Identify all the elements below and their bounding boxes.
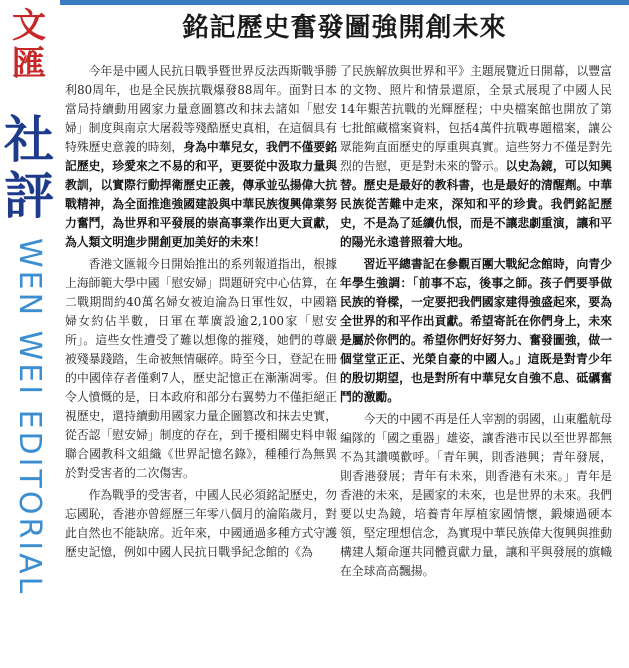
article-column-right [340, 62, 612, 666]
brand-logo-line1: 文 [12, 6, 46, 46]
brand-logo-line2: 匯 [12, 44, 46, 84]
article-column-left [65, 62, 337, 666]
emphasis-quote: 「前事不忘，後事之師。孩子們要爭做民族的脊樑，一定要把我們國家建得強盛起來，要為全世界的和平作出貢獻。希望寄託在你們身上，未來是屬於你們的。希望你們好好努力、奮發圖強，做一個堂堂正正、光榮自豪的中國人。」這既是對青少年的殷切期望，也是對所有中華兒女自強不息、砥礪奮鬥的激勵。 [340, 276, 612, 404]
paragraph: 香港文匯報今日開始推出的系列報道指出，根據上海師範大學中國「慰安婦」問題研究中心估算，在二戰期間約40萬名婦女被迫淪為日軍性奴，中國籍婦女約佔半數，日軍在華廣設逾2,100家「慰安所」。這些女性遭受了難以想像的摧殘，她們的尊嚴被殘暴踐踏，生命被無情碾碎。時至今日，登記在冊的中國倖存者僅剩7人，歷史記憶正在漸漸凋零。但令人憤慨的是，日本政府和部分右翼勢力不僅拒絕正視歷史，還持續動用國家力量企圖篡改和抹去史實，從否認「慰安婦」制度的存在，到千擾相關史料申報聯合國教科文組織《世界記憶名錄》，種種行為無異於對受害者的二次傷害。 [65, 257, 337, 480]
section-title-line1: 社 [4, 110, 54, 169]
article-title: 銘記歷史奮發圖強開創未來 [182, 13, 507, 43]
section-title-english-wrap [10, 238, 50, 668]
paragraph [65, 62, 337, 252]
paragraph-text: 今年是中國人民抗日戰爭暨世界反法西斯戰爭勝利80周年，也是全民族抗戰爆發88周年。面對日本當局持續動用國家力量意圖篡改和抹去諸如「慰安婦」制度與南京大屠殺等殘酷歷史真相，在這個具有特殊歷史意義的時刻， [65, 64, 337, 154]
paragraph [340, 255, 612, 407]
paragraph: 今天的中國不再是任人宰割的弱國，山東艦航母編隊的「國之重器」雄姿，讓香港市民以至世界都無不為其讚嘆歡呼。「青年興，則香港興；青年發展，則香港發展；青年有未來，則香港有未來。」青年是香港的未來，是國家的未來，也是世界的未來。我們要以史為鏡，培養青年厚植家國情懷，鍛煉過硬本領，堅定理想信念，為實現中華民族偉大復興與推動構建人類命運共同體貢獻力量，讓和平與發展的旗幟在全球高高飄揚。 [340, 412, 612, 578]
top-accent-bar [60, 0, 629, 5]
paragraph-text: 了民族解放與世界和平》主題展覽近日開幕，以豐富的文物、照片和情景還原，全景式展現了中國人民14年艱苦抗戰的光輝歷程；中央檔案館也開放了第七批館藏檔案資料，包括4萬件抗戰專題檔案，讓公眾能夠直面歷史的厚重與真實。這些努力不僅是對先烈的告慰，更是對未來的警示。 [340, 64, 612, 173]
section-title-english: WEN WEI EDITORIAL [12, 238, 47, 597]
emphasis-text: 習近平總書記在參觀百團大戰紀念館時，向青少年學生強調： [340, 257, 612, 290]
emphasis-text: 以史為鏡，可以知興替。歷史是最好的教科書，也是最好的清醒劑。中華民族從苦難中走來，深知和平的珍貴。我們銘記歷史，不是為了延續仇恨，而是不讓悲劇重演，讓和平的陽光永遠普照着大地。 [340, 159, 612, 249]
paragraph: 作為戰爭的受害者，中國人民必須銘記歷史，勿忘國恥，香港亦曾經歷三年零八個月的淪陷歲月，對此自然也不能缺席。近年來，中國通過多種方式守護歷史記憶，例如中國人民抗日戰爭紀念館的《為 [65, 488, 337, 559]
emphasis-text: 身為中華兒女，我們不僅要銘記歷史，珍愛來之不易的和平，更要從中汲取力量與教訓，以實際行動捍衛歷史正義，傳承並弘揚偉大抗戰精神，為全面推進強國建設與中華民族復興偉業努力奮鬥，為世界和平發展的崇高事業作出更大貢獻，為人類文明進步開創更加美好的未來！ [65, 140, 337, 249]
sidebar-masthead [0, 0, 58, 668]
paragraph [340, 62, 612, 252]
section-title-line2: 評 [4, 166, 54, 225]
